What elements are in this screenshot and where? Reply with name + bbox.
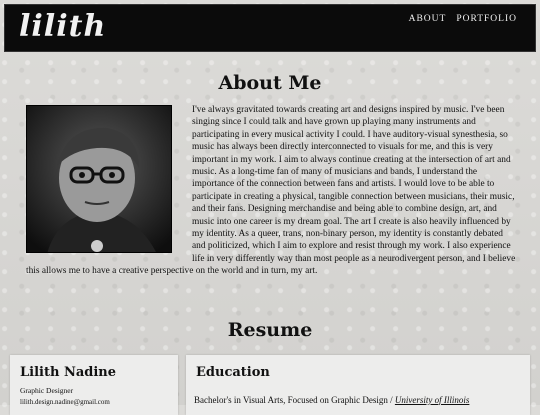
- profile-name: Lilith Nadine: [20, 365, 116, 380]
- site-logo[interactable]: lilith: [19, 9, 107, 44]
- resume-heading: Resume: [227, 319, 313, 341]
- about-heading: About Me: [218, 72, 322, 94]
- education-card: [186, 355, 530, 415]
- nav-link-about[interactable]: ABOUT: [408, 14, 447, 24]
- education-school: University of Illinois: [394, 395, 470, 405]
- education-heading: Education: [196, 365, 270, 380]
- nav-link-portfolio[interactable]: PORTFOLIO: [456, 14, 517, 24]
- about-bio-text: I've always gravitated towards creating art and designs inspired by music. I've been singing since I could talk and have grown up playing many instruments and participating in every musical activity I could. I have auditory-visual synesthesia, so music has always been directly interconnected to visuals for me, and this is very important in my work. I aim to always continue creating at the intersection of art and music. As a long-time fan of many of musicians and bands, I understand the importance of the connection between fans and artists. I would love to be able to participate in creating a physical, tangible connection between musicians, their music, and their fans. Designing merchandise and being able to combine design, art, and music into one career is my dream goal. The art I create is also heavily influenced by my identity. As a queer, trans, non-binary person, my identity is constantly debated and politicized, which I aim to explore and resist through my work. I also experience life in very differently way than most people as a neurodivergent person, and I believe this allows me to have a creative perspective on the world and in turn, my art.: [26, 105, 516, 277]
- top-navigation-bar: [4, 4, 536, 52]
- profile-photo: [26, 105, 172, 253]
- profile-email[interactable]: lilith.design.nadine@gmail.com: [20, 398, 110, 406]
- nav-menu: [409, 14, 517, 24]
- profile-role: Graphic Designer: [20, 386, 74, 395]
- portrait-illustration: [27, 106, 172, 253]
- education-entry: [194, 395, 469, 405]
- education-degree: Bachelor's in Visual Arts, Focused on Graphic Design /: [194, 395, 395, 405]
- profile-card: [10, 355, 178, 415]
